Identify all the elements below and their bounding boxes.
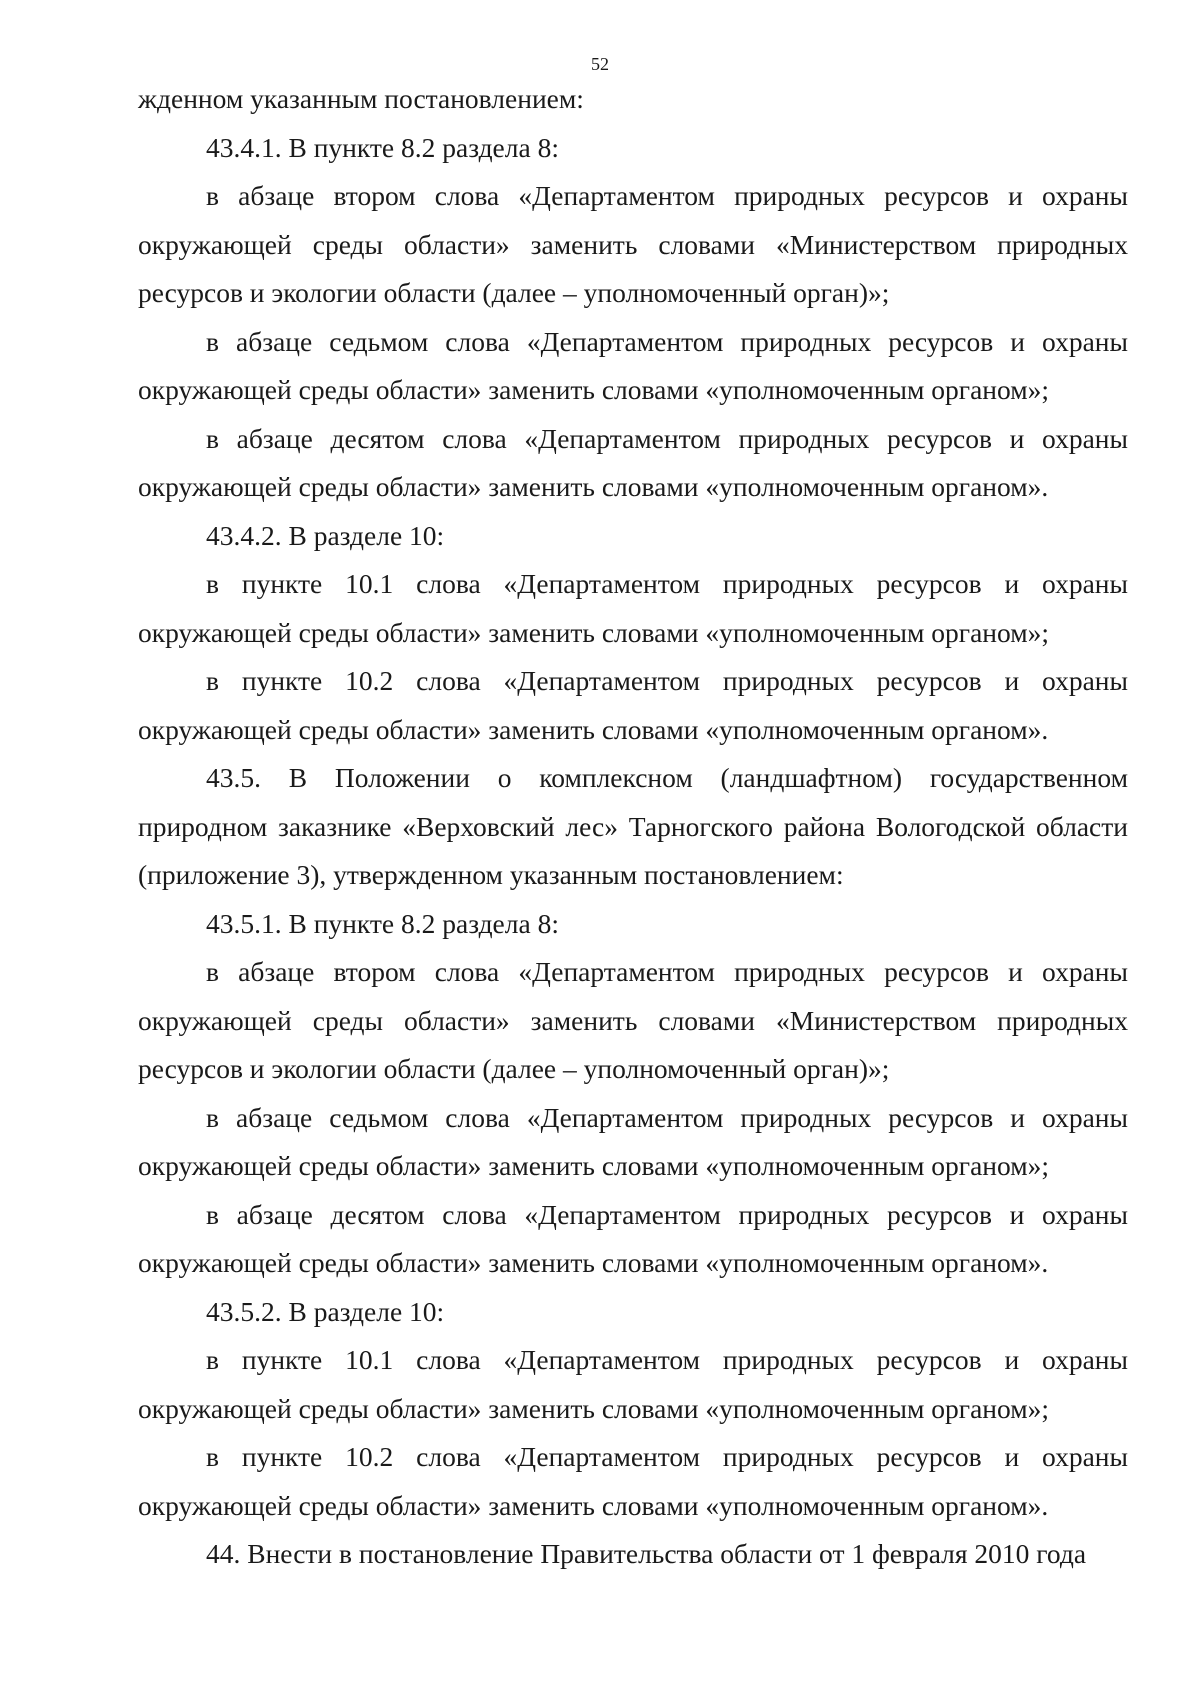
paragraph: в пункте 10.2 слова «Департаментом природных ресурсов и охраны окружающей среды области» заменить словами «уполномоченным органом». [138,665,1128,745]
paragraph-43-5-2-heading: 43.5.2. В разделе 10: [206,1295,445,1327]
paragraph: в абзаце втором слова «Департаментом природных ресурсов и охраны окружающей среды области» заменить словами «Министерством природных ресурсов и экологии области (далее – уполномоченный орган)»; [138,956,1128,1084]
paragraph: в пункте 10.1 слова «Департаментом природных ресурсов и охраны окружающей среды области» заменить словами «уполномоченным органом»; [138,1344,1128,1424]
paragraph: в абзаце десятом слова «Департаментом природных ресурсов и охраны окружающей среды области» заменить словами «уполномоченным органом». [138,1198,1128,1278]
paragraph-43-4-2-heading: 43.4.2. В разделе 10: [206,519,445,551]
paragraph-44: 44. Внести в постановление Правительства области от 1 февраля 2010 года [206,1538,1087,1569]
paragraph-43-4-1-heading: 43.4.1. В пункте 8.2 раздела 8: [206,131,559,163]
paragraph-continuation: жденном указанным постановлением: [138,83,584,114]
paragraph: в абзаце седьмом слова «Департаментом природных ресурсов и охраны окружающей среды области» заменить словами «уполномоченным органом»; [138,325,1128,405]
paragraph: в абзаце втором слова «Департаментом природных ресурсов и охраны окружающей среды области» заменить словами «Министерством природных ресурсов и экологии области (далее – уполномоченный орган)»; [138,180,1128,308]
page-number: 52 [591,54,609,74]
paragraph: в пункте 10.2 слова «Департаментом природных ресурсов и охраны окружающей среды области» заменить словами «уполномоченным органом». [138,1441,1128,1521]
paragraph: в абзаце седьмом слова «Департаментом природных ресурсов и охраны окружающей среды области» заменить словами «уполномоченным органом»; [138,1101,1128,1181]
document-body [138,75,1128,1579]
paragraph: в пункте 10.1 слова «Департаментом природных ресурсов и охраны окружающей среды области» заменить словами «уполномоченным органом»; [138,568,1128,648]
paragraph-43-5-1-heading: 43.5.1. В пункте 8.2 раздела 8: [206,907,559,939]
paragraph: в абзаце десятом слова «Департаментом природных ресурсов и охраны окружающей среды области» заменить словами «уполномоченным органом». [138,422,1128,502]
paragraph-43-5: 43.5. В Положении о комплексном (ландшафтном) государственном природном заказнике «Верховский лес» Тарногского района Вологодской области (приложение 3), утвержденном указанным постановлением: [138,762,1128,890]
